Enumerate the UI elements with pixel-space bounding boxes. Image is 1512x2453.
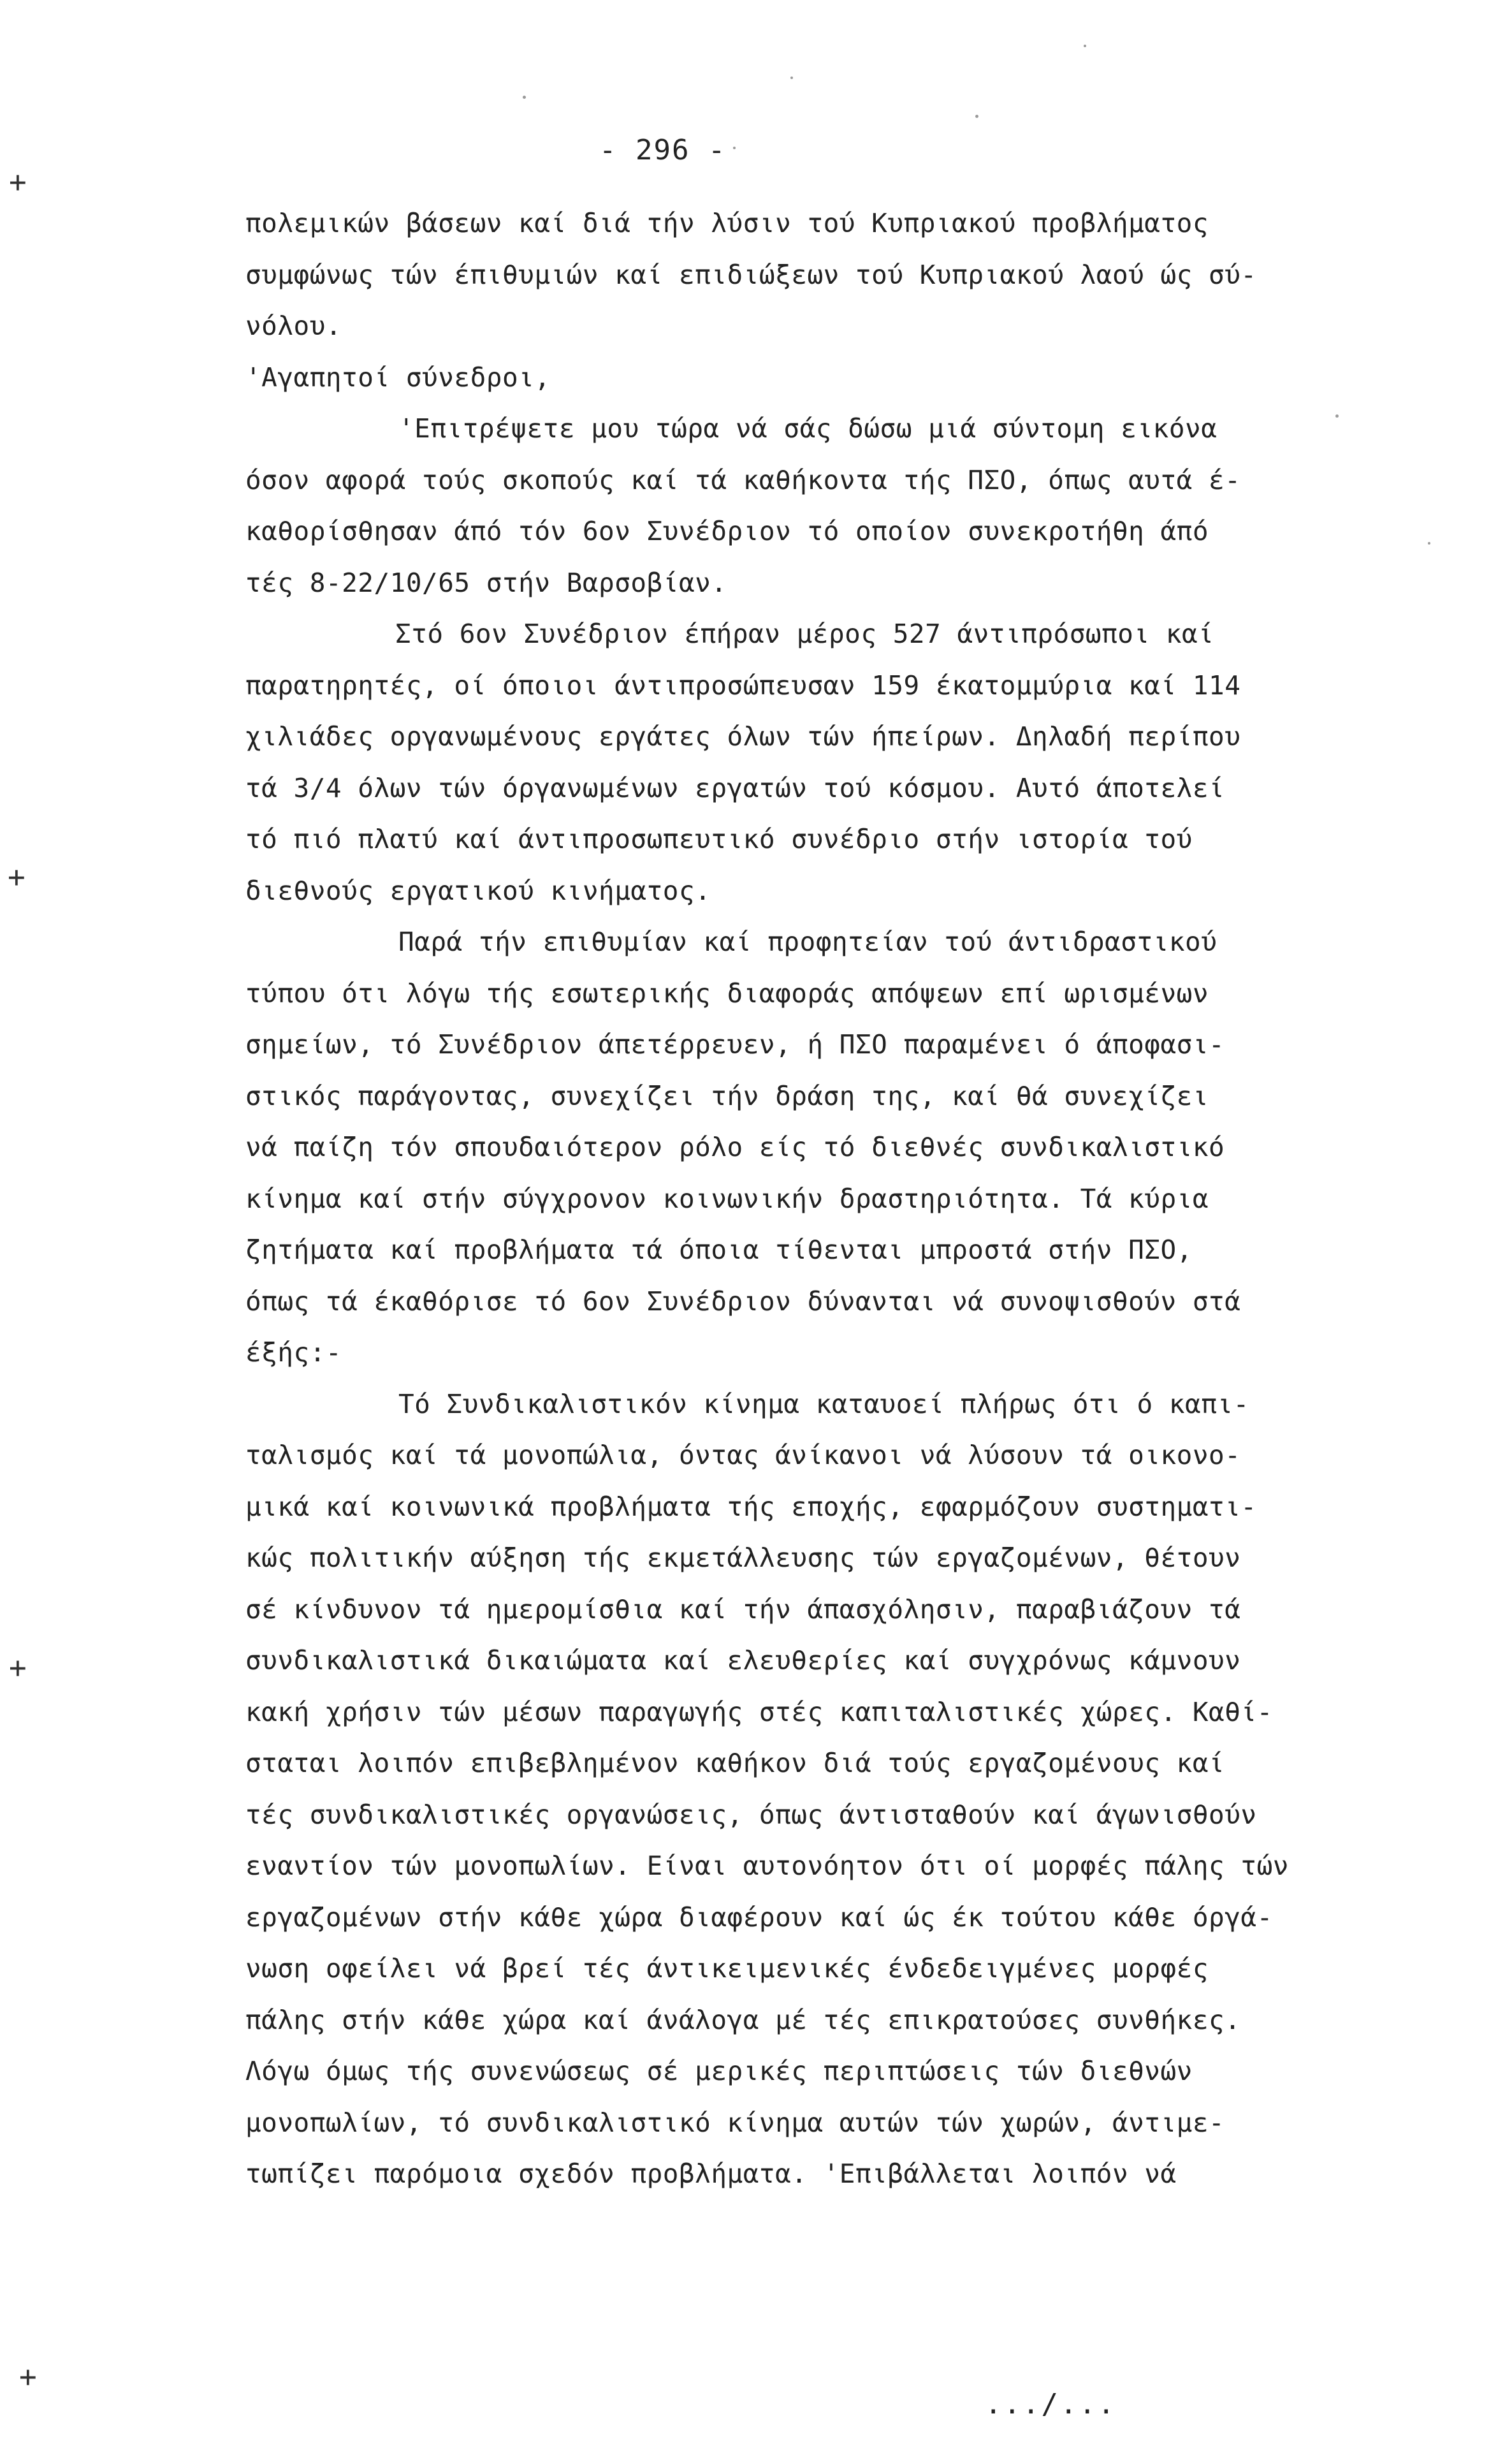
salutation: 'Αγαπητοί σύνεδροι, xyxy=(245,362,551,393)
text-line: τό πιό πλατύ καί άντιπροσωπευτικό συνέδριο στήν ιστορία τού xyxy=(245,824,1193,854)
paragraph-start: Στό 6ον Συνέδριον έπήραν μέρος 527 άντιπρόσωποι καί xyxy=(395,619,1214,649)
text-line: καθορίσθησαν άπό τόν 6ον Συνέδριον τό οποίον συνεκροτήθη άπό xyxy=(245,516,1209,546)
text-line: πολεμικών βάσεων καί διά τήν λύσιν τού Κυπριακού προβλήματος xyxy=(245,208,1209,238)
text-line: Λόγω όμως τής συνενώσεως σέ μερικές περιπτώσεις τών διεθνών xyxy=(245,2056,1193,2086)
text-line: εναντίον τών μονοπωλίων. Είναι αυτονόητον ότι οί μορφές πάλης τών xyxy=(245,1850,1289,1881)
text-line: συνδικαλιστικά δικαιώματα καί ελευθερίες καί συγχρόνως κάμνουν xyxy=(245,1645,1241,1676)
text-line: ζητήματα καί προβλήματα τά όποια τίθενται μπροστά στήν ΠΣΟ, xyxy=(245,1234,1193,1265)
text-line: χιλιάδες οργανωμένους εργάτες όλων τών ήπείρων. Δηλαδή περίπου xyxy=(245,721,1241,752)
text-line: τές 8-22/10/65 στήν Βαρσοβίαν. xyxy=(245,567,727,598)
text-line: σταται λοιπόν επιβεβλημένον καθήκον διά τούς εργαζομένους καί xyxy=(245,1748,1225,1778)
margin-mark: + xyxy=(9,165,27,199)
paragraph-start: Παρά τήν επιθυμίαν καί προφητείαν τού άντιδραστικού xyxy=(398,926,1218,957)
margin-mark: + xyxy=(8,860,25,894)
text-line: διεθνούς εργατικού κινήματος. xyxy=(245,875,711,906)
margin-mark: + xyxy=(9,1650,27,1685)
text-line: κώς πολιτικήν αύξηση τής εκμετάλλευσης τών εργαζομένων, θέτουν xyxy=(245,1542,1241,1573)
text-line: τύπου ότι λόγω τής εσωτερικής διαφοράς απόψεων επί ωρισμένων xyxy=(245,978,1209,1009)
text-line: νωση οφείλει νά βρεί τές άντικειμενικές ένδεδειγμένες μορφές xyxy=(245,1953,1209,1984)
text-line: όσον αφορά τούς σκοπούς καί τά καθήκοντα τής ΠΣΟ, όπως αυτά έ- xyxy=(245,464,1241,495)
text-line: στικός παράγοντας, συνεχίζει τήν δράση της, καί θά συνεχίζει xyxy=(245,1080,1209,1111)
text-line: μικά καί κοινωνικά προβλήματα τής εποχής, εφαρμόζουν συστηματι- xyxy=(245,1491,1257,1522)
text-line: σημείων, τό Συνέδριον άπετέρρευεν, ή ΠΣΟ παραμένει ό άποφασι- xyxy=(245,1029,1225,1060)
text-line: τές συνδικαλιστικές οργανώσεις, όπως άντισταθούν καί άγωνισθούν xyxy=(245,1799,1257,1830)
text-line: τωπίζει παρόμοια σχεδόν προβλήματα. 'Επιβάλλεται λοιπόν νά xyxy=(245,2158,1177,2189)
text-line: σέ κίνδυνον τά ημερομίσθια καί τήν άπασχόλησιν, παραβιάζουν τά xyxy=(245,1593,1241,1625)
text-line: πάλης στήν κάθε χώρα καί άνάλογα μέ τές επικρατούσες συνθήκες. xyxy=(245,2004,1241,2035)
text-line: τά 3/4 όλων τών όργανωμένων εργατών τού κόσμου. Αυτό άποτελεί xyxy=(245,772,1225,803)
continuation-marker: .../... xyxy=(985,2388,1117,2420)
page-number: - 296 - xyxy=(599,134,727,166)
scan-speck xyxy=(733,147,736,149)
scan-speck xyxy=(1084,45,1086,47)
paragraph-start: Τό Συνδικαλιστικόν κίνημα καταυοεί πλήρως ότι ό καπι- xyxy=(398,1388,1249,1419)
text-line: έξής:- xyxy=(245,1337,342,1368)
scan-speck xyxy=(1428,542,1430,545)
text-line: παρατηρητές, οί όποιοι άντιπροσώπευσαν 159 έκατομμύρια καί 114 xyxy=(245,670,1241,701)
text-line: νά παίζη τόν σπουδαιότερον ρόλο είς τό διεθνές συνδικαλιστικό xyxy=(245,1132,1225,1162)
scan-speck xyxy=(975,115,978,118)
text-line: κίνημα καί στήν σύγχρονον κοινωνικήν δραστηριότητα. Τά κύρια xyxy=(245,1183,1209,1214)
text-line: νόλου. xyxy=(245,311,342,341)
scan-speck xyxy=(523,96,526,99)
paragraph-start: 'Επιτρέψετε μου τώρα νά σάς δώσω μιά σύντομη εικόνα xyxy=(398,413,1218,444)
text-line: κακή χρήσιν τών μέσων παραγωγής στές καπιταλιστικές χώρες. Καθί- xyxy=(245,1696,1273,1727)
text-line: μονοπωλίων, τό συνδικαλιστικό κίνημα αυτών τών χωρών, άντιμε- xyxy=(245,2107,1225,2138)
text-line: όπως τά έκαθόρισε τό 6ον Συνέδριον δύνανται νά συνοψισθούν στά xyxy=(245,1285,1241,1317)
body-text xyxy=(245,198,1374,2200)
margin-mark: + xyxy=(19,2359,37,2394)
scan-speck xyxy=(790,77,793,79)
text-line: εργαζομένων στήν κάθε χώρα διαφέρουν καί ώς έκ τούτου κάθε όργά- xyxy=(245,1901,1273,1933)
text-line: ταλισμός καί τά μονοπώλια, όντας άνίκανοι νά λύσουν τά οικονο- xyxy=(245,1440,1241,1470)
text-line: συμφώνως τών έπιθυμιών καί επιδιώξεων τού Κυπριακού λαού ώς σύ- xyxy=(245,259,1257,290)
